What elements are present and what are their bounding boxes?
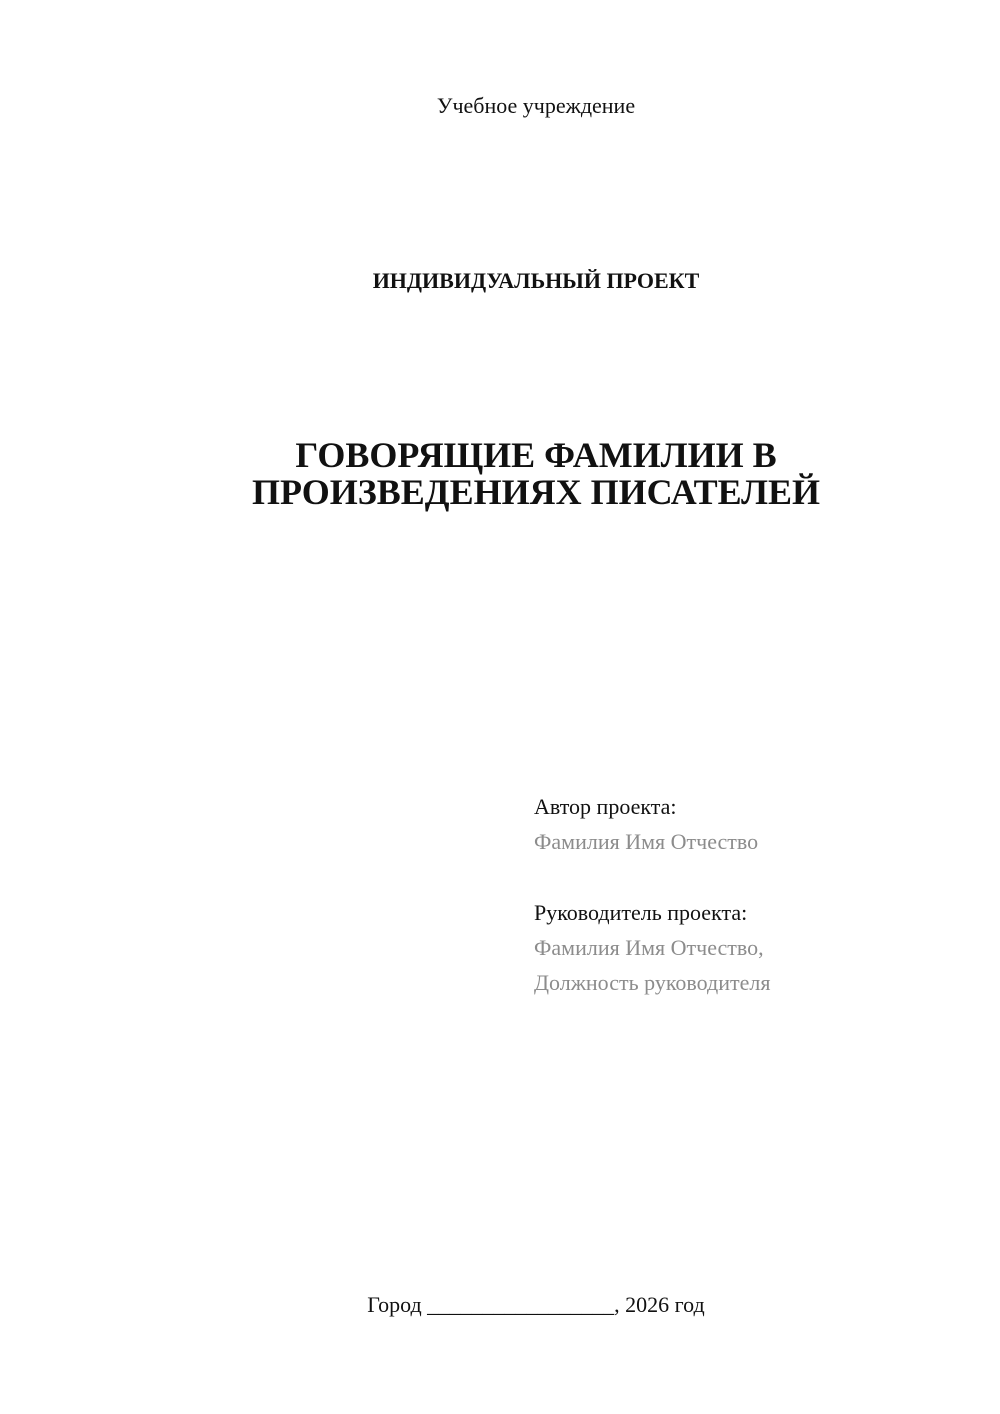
supervisor-position-placeholder: Должность руководителя	[534, 970, 771, 995]
supervisor-label: Руководитель проекта:	[534, 900, 748, 925]
author-label: Автор проекта:	[534, 794, 677, 819]
project-title	[0, 437, 1000, 511]
project-title-line-2: ПРОИЗВЕДЕНИЯХ ПИСАТЕЛЕЙ	[251, 472, 821, 512]
info-spacer	[534, 859, 974, 895]
institution-name: Учебное учреждение	[436, 93, 636, 118]
city-year-line: Город _________________, 2026 год	[367, 1292, 705, 1317]
project-title-line-1: ГОВОРЯЩИЕ ФАМИЛИИ В	[295, 435, 777, 475]
author-name-placeholder: Фамилия Имя Отчество	[534, 829, 759, 854]
project-info-block	[534, 789, 974, 1000]
supervisor-name-placeholder: Фамилия Имя Отчество,	[534, 935, 764, 960]
document-type: ИНДИВИДУАЛЬНЫЙ ПРОЕКТ	[372, 268, 700, 293]
